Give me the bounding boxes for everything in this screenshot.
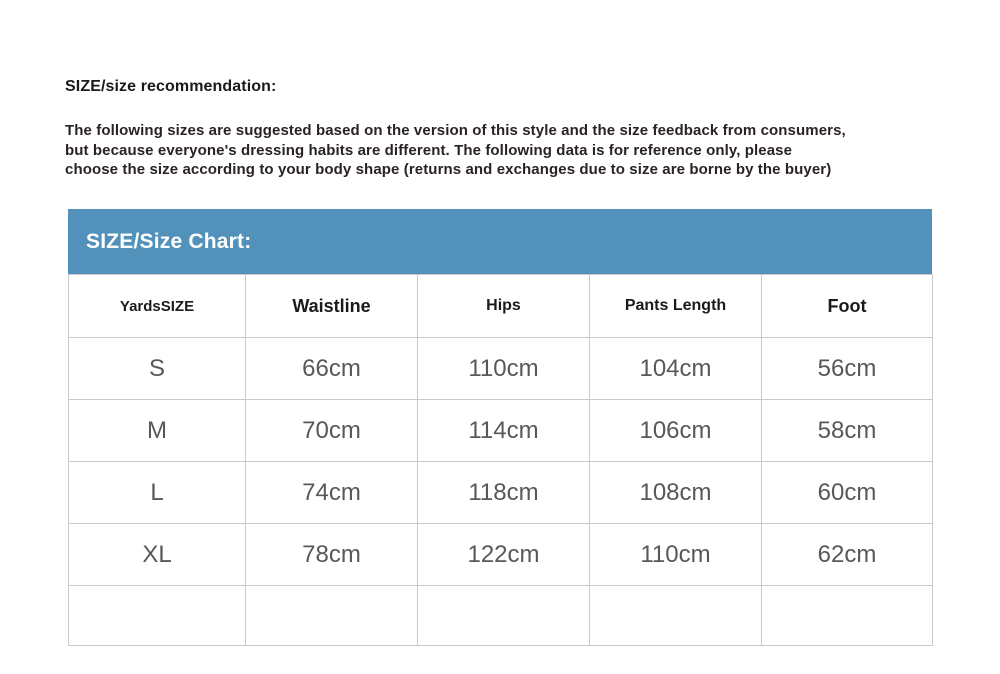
pants-length-value: 104cm bbox=[590, 338, 762, 400]
hips-value: 110cm bbox=[418, 338, 590, 400]
pants-length-value: 108cm bbox=[590, 462, 762, 524]
column-header-yards-size: YardsSIZE bbox=[69, 275, 246, 338]
column-header-foot: Foot bbox=[762, 275, 933, 338]
disclaimer-line: The following sizes are suggested based on the version of this style and the size feedback from consumers, bbox=[65, 122, 846, 139]
column-header-pants-length: Pants Length bbox=[590, 275, 762, 338]
empty-cell bbox=[418, 586, 590, 646]
size-row-l bbox=[69, 462, 933, 524]
column-header-waistline: Waistline bbox=[246, 275, 418, 338]
hips-value: 114cm bbox=[418, 400, 590, 462]
size-row-empty bbox=[69, 586, 933, 646]
size-row-xl bbox=[69, 524, 933, 586]
size-recommendation-heading: SIZE/size recommendation: bbox=[65, 78, 277, 95]
waistline-value: 74cm bbox=[246, 462, 418, 524]
foot-value: 62cm bbox=[762, 524, 933, 586]
size-chart-section bbox=[68, 209, 932, 646]
foot-value: 56cm bbox=[762, 338, 933, 400]
hips-value: 118cm bbox=[418, 462, 590, 524]
size-label: XL bbox=[69, 524, 246, 586]
empty-cell bbox=[762, 586, 933, 646]
foot-value: 58cm bbox=[762, 400, 933, 462]
waistline-value: 70cm bbox=[246, 400, 418, 462]
size-label: L bbox=[69, 462, 246, 524]
waistline-value: 66cm bbox=[246, 338, 418, 400]
pants-length-value: 106cm bbox=[590, 400, 762, 462]
hips-value: 122cm bbox=[418, 524, 590, 586]
size-chart-title-bar: SIZE/Size Chart: bbox=[68, 209, 932, 274]
size-table bbox=[68, 274, 933, 646]
foot-value: 60cm bbox=[762, 462, 933, 524]
pants-length-value: 110cm bbox=[590, 524, 762, 586]
empty-cell bbox=[69, 586, 246, 646]
size-row-m bbox=[69, 400, 933, 462]
size-label: S bbox=[69, 338, 246, 400]
disclaimer-line: but because everyone's dressing habits are different. The following data is for reference only, please bbox=[65, 141, 793, 159]
empty-cell bbox=[246, 586, 418, 646]
waistline-value: 78cm bbox=[246, 524, 418, 586]
size-row-s bbox=[69, 338, 933, 400]
column-header-hips: Hips bbox=[418, 275, 590, 338]
size-label: M bbox=[69, 400, 246, 462]
empty-cell bbox=[590, 586, 762, 646]
disclaimer-line: choose the size according to your body shape (returns and exchanges due to size are borne by the buyer) bbox=[65, 161, 832, 178]
size-disclaimer-paragraph bbox=[65, 121, 945, 180]
size-table-header-row bbox=[69, 275, 933, 338]
